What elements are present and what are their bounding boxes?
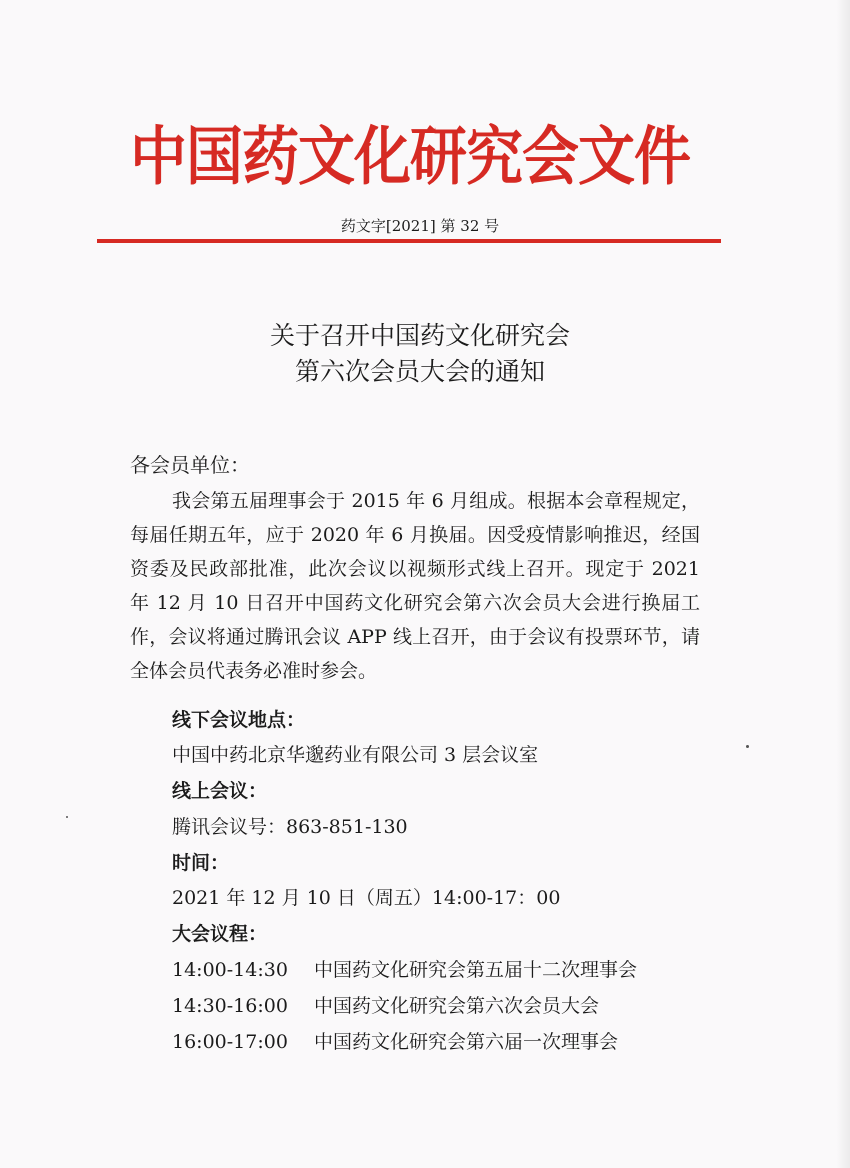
scan-edge-shadow bbox=[836, 0, 850, 1168]
agenda-label: 大会议程： bbox=[172, 923, 268, 945]
online-meeting-value: 腾讯会议号：863-851-130 bbox=[172, 816, 408, 838]
agenda-item: 中国药文化研究会第五届十二次理事会 bbox=[314, 959, 638, 981]
agenda-item: 中国药文化研究会第六届一次理事会 bbox=[314, 1031, 619, 1053]
agenda-list bbox=[172, 955, 637, 1057]
document-number: 药文字[2021] 第 32 号 bbox=[340, 217, 500, 235]
agenda-row bbox=[172, 991, 637, 1021]
body-paragraph: 我会第五届理事会于 2015 年 6 月组成。根据本会章程规定，每届任期五年，应于 2020 年 6 月换届。因受疫情影响推迟，经国资委及民政部批准，此次会议以视频形式线上召开。现定于 2021 年 12 月 10 日召开中国药文化研究会第六次会员大会进行换届工作，会议将通过腾讯会议 APP 线上召开，由于会议有投票环节，请全体会员代表务必准时参会。 bbox=[130, 490, 700, 682]
agenda-row bbox=[172, 1027, 637, 1057]
scan-speck bbox=[746, 745, 749, 748]
time-value: 2021 年 12 月 10 日（周五）14:00-17：00 bbox=[172, 887, 561, 909]
offline-location-label: 线下会议地点： bbox=[172, 709, 306, 731]
masthead-title: 中国药文化研究会文件 bbox=[130, 120, 690, 195]
agenda-time: 16:00-17:00 bbox=[172, 1031, 288, 1053]
notice-title bbox=[120, 318, 720, 390]
online-meeting-label: 线上会议： bbox=[172, 780, 268, 802]
time-label: 时间： bbox=[172, 852, 230, 874]
notice-title-line-2: 第六次会员大会的通知 bbox=[294, 357, 545, 386]
salutation: 各会员单位： bbox=[130, 453, 250, 477]
agenda-time: 14:30-16:00 bbox=[172, 995, 288, 1017]
scan-speck bbox=[66, 816, 68, 818]
agenda-item: 中国药文化研究会第六次会员大会 bbox=[314, 995, 600, 1017]
agenda-time: 14:00-14:30 bbox=[172, 959, 288, 981]
offline-location-value: 中国中药北京华邈药业有限公司 3 层会议室 bbox=[172, 744, 539, 766]
red-divider-line bbox=[97, 239, 721, 243]
agenda-row bbox=[172, 955, 637, 985]
notice-title-line-1: 关于召开中国药文化研究会 bbox=[269, 321, 570, 350]
